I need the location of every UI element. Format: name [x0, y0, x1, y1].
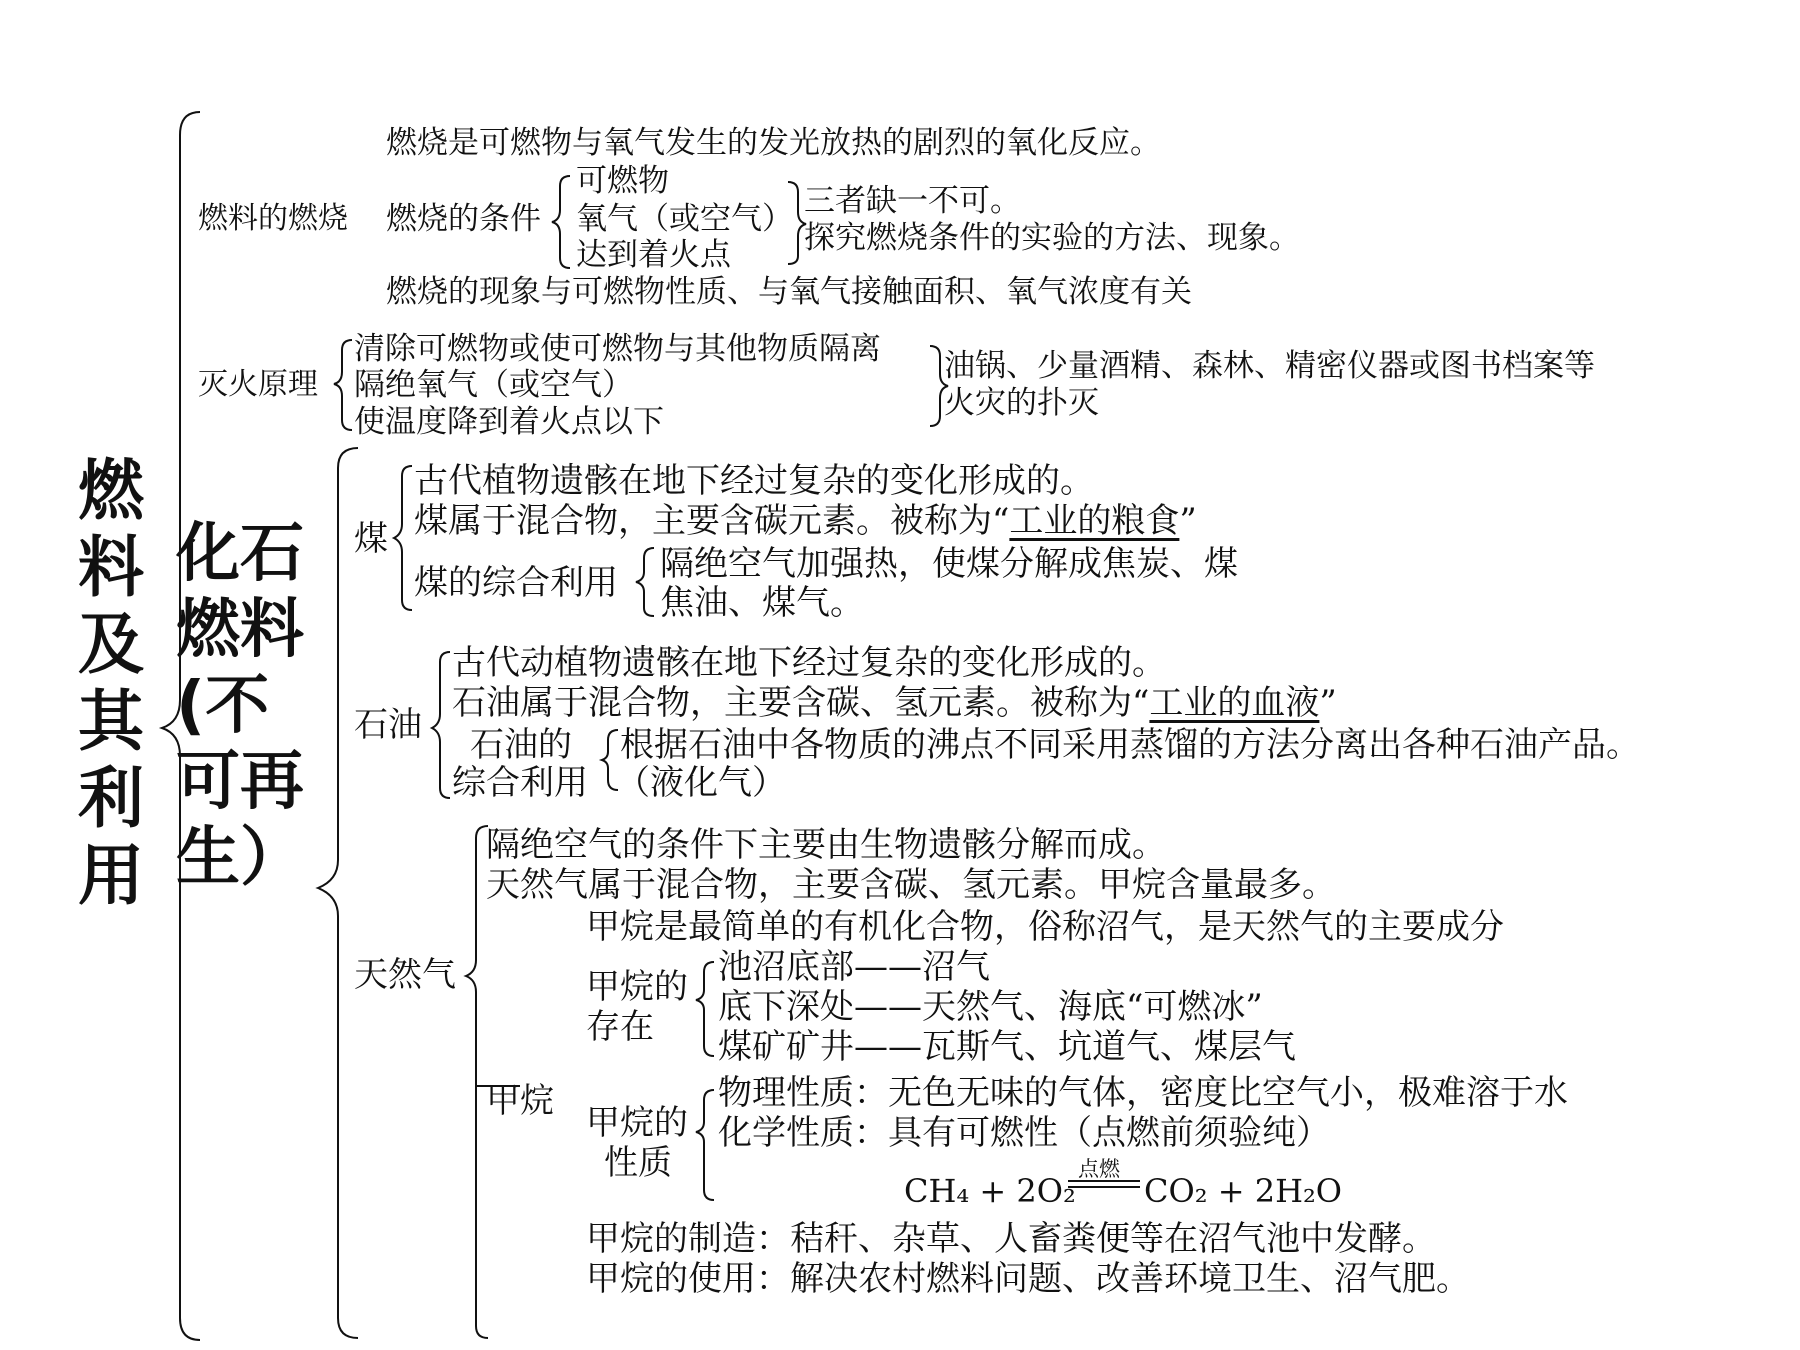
coal-property [414, 502, 1197, 540]
coal-origin: 古代植物遗骸在地下经过复杂的变化形成的。 [414, 461, 1094, 501]
oil-use-label-2: 综合利用 [452, 763, 588, 803]
gas-property: 天然气属于混合物，主要含碳、氢元素。甲烷含量最多。 [486, 865, 1336, 905]
methane-manufacture: 甲烷的制造：秸秆、杂草、人畜粪便等在沼气池中发酵。 [586, 1219, 1436, 1259]
methane-chemical: 化学性质：具有可燃性（点燃前须验纯） [718, 1113, 1330, 1153]
condition-item: 达到着火点 [576, 237, 731, 273]
coal-property-suffix: ” [1179, 501, 1197, 541]
combustion-phenomenon: 燃烧的现象与可燃物性质、与氧气接触面积、氧气浓度有关 [386, 274, 1192, 310]
extinguish-label: 灭火原理 [198, 367, 318, 402]
equation-right: CO₂ + 2H₂O [1144, 1172, 1343, 1210]
methane-physical: 物理性质：无色无味的气体，密度比空气小，极难溶于水 [718, 1073, 1568, 1113]
existence-brace [696, 962, 714, 1056]
oil-brace [432, 652, 450, 798]
conditions-brace [552, 176, 570, 268]
oil-origin: 古代动植物遗骸在地下经过复杂的变化形成的。 [452, 643, 1166, 683]
fossil-label: 化石燃料(不可再生） [176, 517, 304, 895]
gas-brace [466, 826, 488, 1338]
extinguish-brace [334, 340, 352, 430]
gas-origin: 隔绝空气的条件下主要由生物遗骸分解而成。 [486, 825, 1166, 865]
extinguish-method: 隔绝氧气（或空气） [354, 367, 633, 403]
oil-property-prefix: 石油属于混合物，主要含碳、氢元素。被称为“ [452, 683, 1150, 723]
equation-left: CH₄ + 2O₂ [904, 1172, 1076, 1210]
equation-condition: 点燃 [1078, 1157, 1120, 1181]
oil-use-item: （液化气） [616, 763, 786, 803]
oil-nickname: 工业的血液 [1149, 683, 1320, 723]
gas-label: 天然气 [354, 955, 456, 995]
existence-label-1: 甲烷的 [586, 967, 688, 1007]
combustion-label: 燃料的燃烧 [198, 201, 348, 236]
extinguish-method: 清除可燃物或使可燃物与其他物质隔离 [354, 331, 881, 367]
oil-property [452, 684, 1337, 722]
extinguish-application: 油锅、少量酒精、森林、精密仪器或图书档案等 [944, 348, 1595, 384]
coal-use-item: 隔绝空气加强热，使煤分解成焦炭、煤 [660, 544, 1238, 584]
oil-property-suffix: ” [1319, 683, 1337, 723]
existence-item: 底下深处——天然气、海底“可燃冰” [718, 987, 1263, 1027]
coal-nickname: 工业的粮食 [1009, 501, 1180, 541]
coal-use-label: 煤的综合利用 [414, 563, 618, 603]
existence-label-2: 存在 [586, 1007, 654, 1047]
coal-brace [394, 466, 412, 610]
root-title: 燃料及其利用 [78, 452, 144, 914]
oil-use-item: 根据石油中各物质的沸点不同采用蒸馏的方法分离出各种石油产品。 [620, 725, 1640, 765]
condition-item: 可燃物 [576, 163, 669, 199]
conditions-note: 探究燃烧条件的实验的方法、现象。 [804, 220, 1300, 256]
props-brace [696, 1090, 714, 1200]
oil-label: 石油 [354, 705, 422, 745]
extinguish-application: 火灾的扑灭 [944, 385, 1099, 421]
props-label-2: 性质 [604, 1143, 672, 1183]
conditions-label: 燃烧的条件 [386, 201, 541, 237]
coal-use-brace [636, 548, 654, 616]
existence-item: 煤矿矿井——瓦斯气、坑道气、煤层气 [718, 1027, 1296, 1067]
coal-label: 煤 [354, 519, 388, 559]
combustion-definition: 燃烧是可燃物与氧气发生的发光放热的剧烈的氧化反应。 [386, 125, 1161, 161]
condition-item: 氧气（或空气） [576, 201, 793, 237]
extinguish-method: 使温度降到着火点以下 [354, 404, 664, 440]
existence-item: 池沼底部——沼气 [718, 947, 990, 987]
oil-use-label-1: 石油的 [470, 725, 572, 765]
methane-label: 甲烷 [486, 1081, 554, 1121]
coal-use-item: 焦油、煤气。 [660, 583, 864, 623]
props-label-1: 甲烷的 [586, 1103, 688, 1143]
methane-usage: 甲烷的使用：解决农村燃料问题、改善环境卫生、沼气肥。 [586, 1259, 1470, 1299]
methane-intro: 甲烷是最简单的有机化合物，俗称沼气，是天然气的主要成分 [586, 907, 1504, 947]
conditions-note: 三者缺一不可。 [804, 183, 1021, 219]
coal-property-prefix: 煤属于混合物，主要含碳元素。被称为“ [414, 501, 1010, 541]
